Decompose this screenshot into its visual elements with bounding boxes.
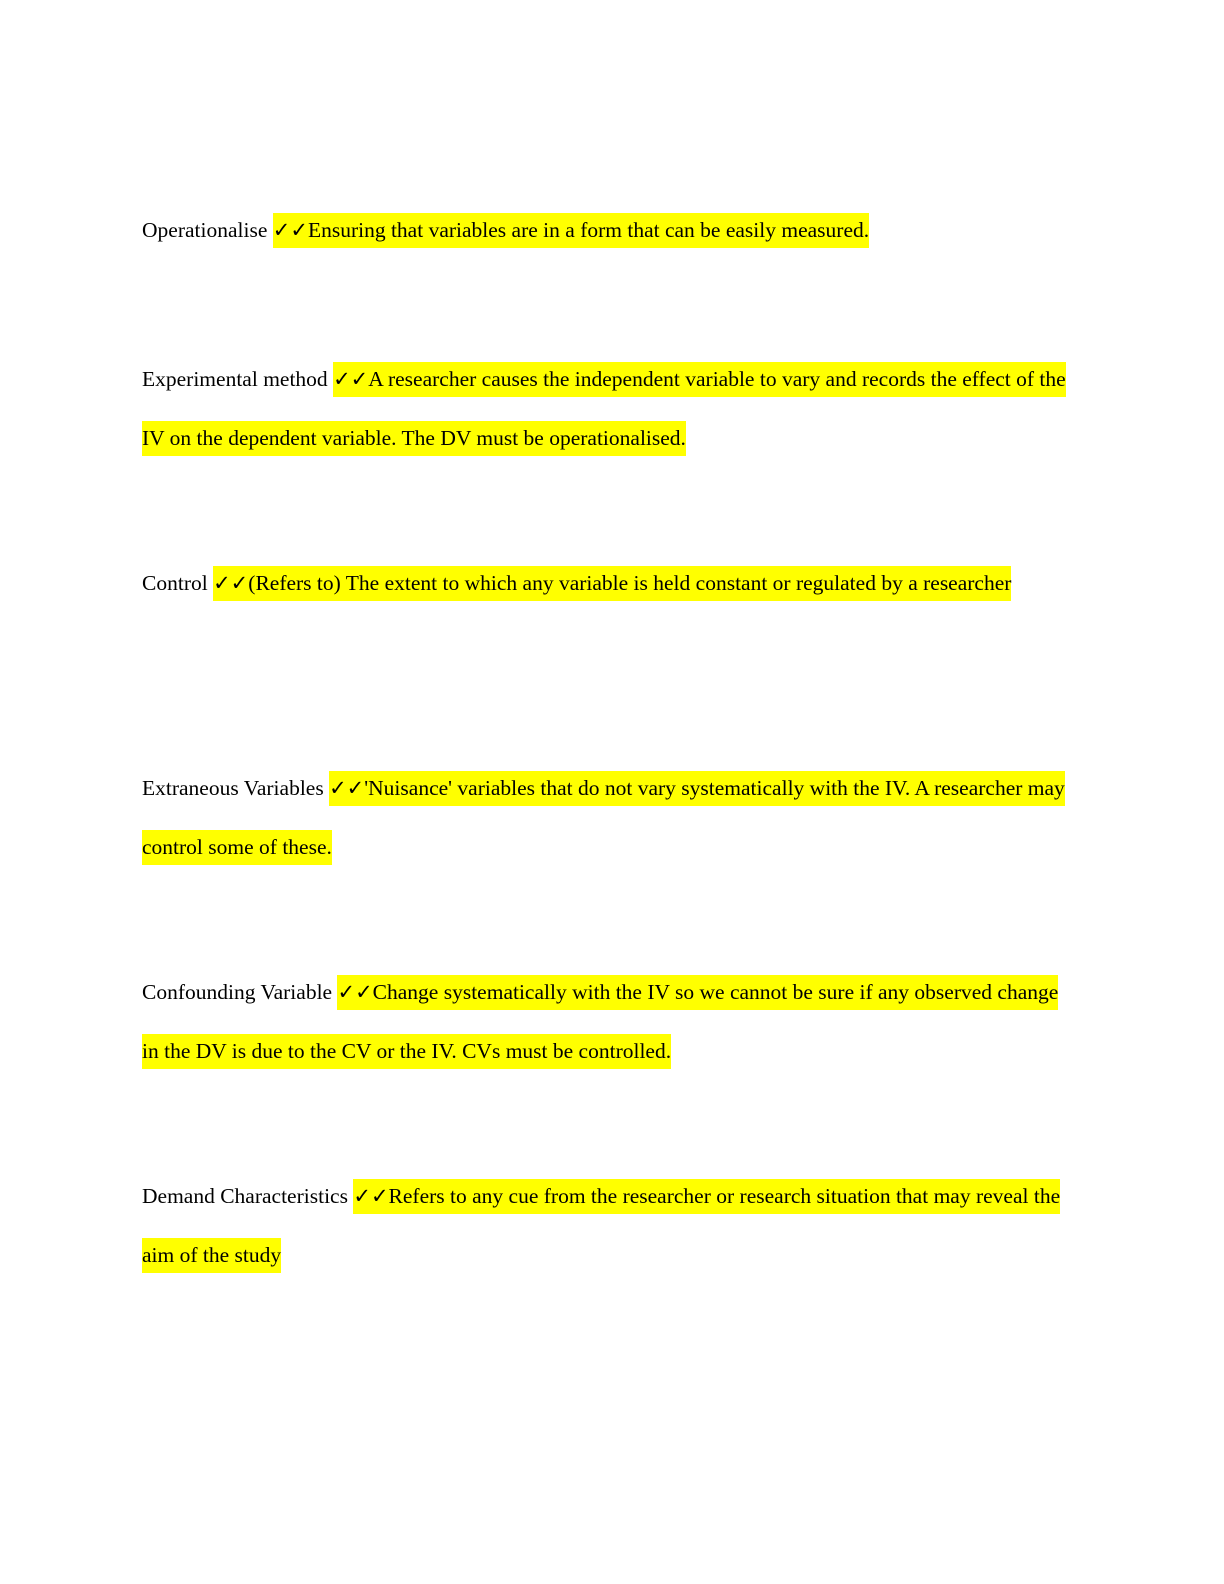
glossary-entry-confounding-variable [142,963,1072,1081]
double-check-icon: ✓✓ [353,1184,389,1208]
definition: Refers to any cue from the researcher or research situation that may reveal the aim of the study [142,1184,1061,1267]
double-check-icon: ✓✓ [333,367,369,391]
term: Confounding Variable [142,980,333,1004]
definition-highlight [213,566,1011,601]
double-check-icon: ✓✓ [329,776,365,800]
definition: A researcher causes the independent variable to vary and records the effect of the IV on the dependent variable. The DV must be operationalised. [142,367,1066,450]
term: Experimental method [142,367,328,391]
double-check-icon: ✓✓ [213,571,249,595]
term: Control [142,571,208,595]
term: Extraneous Variables [142,776,324,800]
glossary-entry-operationalise [142,201,1072,260]
definition: Change systematically with the IV so we cannot be sure if any observed change in the DV is due to the CV or the IV. CVs must be controlled. [142,980,1059,1063]
definition: Ensuring that variables are in a form that can be easily measured. [307,218,870,242]
glossary-entry-experimental-method [142,350,1072,468]
definition: 'Nuisance' variables that do not vary systematically with the IV. A researcher may control some of these. [142,776,1065,859]
glossary-entry-control [142,554,1072,613]
definition: (Refers to) The extent to which any variable is held constant or regulated by a researcher [248,571,1012,595]
double-check-icon: ✓✓ [337,980,373,1004]
glossary-entry-demand-characteristics [142,1167,1072,1285]
definition-highlight [273,213,869,248]
term: Demand Characteristics [142,1184,348,1208]
term: Operationalise [142,218,268,242]
glossary-entry-extraneous-variables [142,759,1072,877]
double-check-icon: ✓✓ [272,218,308,242]
